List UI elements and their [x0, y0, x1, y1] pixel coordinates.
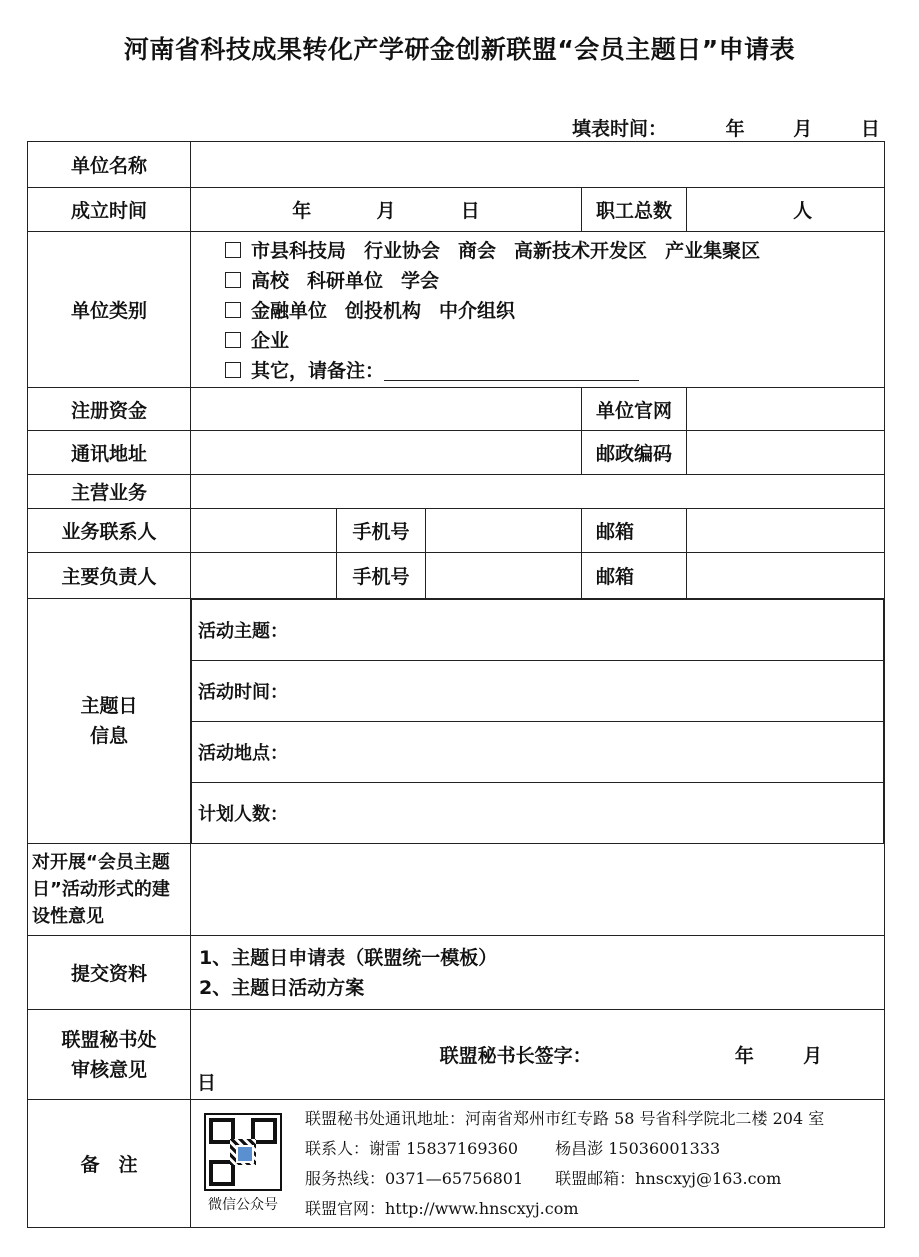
category-row-other — [197, 356, 878, 386]
website-field[interactable] — [687, 388, 885, 431]
note-contacts: 联系人：谢雷 15837169360 杨昌澎 15036001333 — [305, 1138, 721, 1158]
main-person-email[interactable] — [687, 553, 885, 599]
fill-time-label: 填表时间： — [572, 118, 668, 140]
fill-month: 月 — [793, 118, 813, 140]
fill-day: 日 — [860, 118, 880, 140]
activity-place-label: 活动地点： — [198, 743, 288, 764]
checkbox[interactable] — [225, 242, 241, 258]
postal-code-field[interactable] — [687, 431, 885, 475]
found-year: 年 — [292, 200, 312, 222]
suggestion-label: 对开展“会员主题日”活动形式的建设性意见 — [28, 844, 191, 936]
staff-unit: 人 — [793, 200, 813, 222]
email-label: 邮箱 — [582, 509, 687, 553]
unit-category-options — [191, 232, 885, 388]
registered-capital-label: 注册资金 — [28, 388, 191, 431]
unit-name-label: 单位名称 — [28, 142, 191, 188]
other-label: 其它，请备注： — [251, 359, 385, 382]
phone-label: 手机号 — [337, 553, 426, 599]
theme-day-label-line2: 信息 — [89, 725, 128, 747]
activity-theme-label: 活动主题： — [198, 621, 288, 642]
option-label: 高新技术开发区 — [514, 239, 648, 262]
activity-place-field[interactable] — [192, 722, 884, 783]
option-label: 企业 — [251, 329, 290, 352]
checkbox[interactable] — [225, 302, 241, 318]
wechat-qr-block — [197, 1113, 289, 1214]
option-label: 行业协会 — [364, 239, 441, 262]
option-label: 高校 — [251, 269, 290, 292]
application-form — [27, 141, 885, 1228]
remarks-label: 备 注 — [28, 1100, 191, 1228]
checkbox[interactable] — [225, 272, 241, 288]
theme-day-info — [191, 599, 885, 844]
secretary-sign-label: 联盟秘书长签字： — [439, 1045, 592, 1067]
found-day: 日 — [460, 200, 480, 222]
main-person-field[interactable] — [191, 553, 337, 599]
main-business-label: 主营业务 — [28, 475, 191, 509]
note-website: 联盟官网：http://www.hnscxyj.com — [305, 1198, 579, 1218]
address-label: 通讯地址 — [28, 431, 191, 475]
option-label: 市县科技局 — [251, 239, 347, 262]
phone-label: 手机号 — [337, 509, 426, 553]
submit-materials-label: 提交资料 — [28, 936, 191, 1010]
option-label: 金融单位 — [251, 299, 328, 322]
material-item: 1、主题日申请表（联盟统一模板） — [199, 946, 498, 969]
option-label: 商会 — [458, 239, 497, 262]
note-address: 联盟秘书处通讯地址：河南省郑州市红专路 58 号省科学院北二楼 204 室 — [305, 1108, 825, 1128]
email-label: 邮箱 — [582, 553, 687, 599]
review-label-line1: 联盟秘书处 — [61, 1028, 157, 1051]
main-business-field[interactable] — [191, 475, 885, 509]
business-contact-field[interactable] — [191, 509, 337, 553]
theme-day-info-label — [28, 599, 191, 844]
found-time-field[interactable] — [191, 188, 582, 232]
suggestion-field[interactable] — [191, 844, 885, 936]
secretariat-review-label — [28, 1010, 191, 1100]
business-contact-label: 业务联系人 — [28, 509, 191, 553]
qr-logo — [236, 1145, 254, 1163]
wechat-label: 微信公众号 — [208, 1197, 278, 1213]
unit-name-field[interactable] — [191, 142, 885, 188]
form-title: 河南省科技成果转化产学研金创新联盟“会员主题日”申请表 — [123, 35, 796, 64]
remarks-content — [191, 1100, 885, 1228]
business-contact-phone[interactable] — [426, 509, 582, 553]
category-row-4 — [197, 326, 878, 356]
other-blank[interactable] — [384, 362, 639, 381]
staff-total-field[interactable] — [687, 188, 885, 232]
checkbox[interactable] — [225, 332, 241, 348]
main-person-phone[interactable] — [426, 553, 582, 599]
address-field[interactable] — [191, 431, 582, 475]
found-month: 月 — [376, 200, 396, 222]
registered-capital-field[interactable] — [191, 388, 582, 431]
planned-count-field[interactable] — [192, 783, 884, 844]
staff-total-label: 职工总数 — [582, 188, 687, 232]
sign-month: 月 — [803, 1045, 823, 1067]
sign-year: 年 — [734, 1045, 754, 1067]
category-row-2 — [197, 266, 878, 296]
note-hotline: 服务热线：0371—65756801 联盟邮箱：hnscxyj@163.com — [305, 1168, 782, 1188]
review-label-line2: 审核意见 — [70, 1058, 147, 1081]
material-item: 2、主题日活动方案 — [199, 976, 365, 999]
option-label: 学会 — [401, 269, 440, 292]
theme-day-fields — [191, 599, 884, 843]
fill-time — [572, 114, 880, 141]
fill-year: 年 — [725, 118, 745, 140]
submit-materials-list — [191, 936, 885, 1010]
category-row-1 — [197, 236, 878, 266]
activity-theme-field[interactable] — [192, 600, 884, 661]
planned-count-label: 计划人数： — [198, 804, 288, 825]
secretariat-review-field[interactable] — [191, 1010, 885, 1100]
checkbox[interactable] — [225, 362, 241, 378]
category-row-3 — [197, 296, 878, 326]
main-person-label: 主要负责人 — [28, 553, 191, 599]
sign-day: 日 — [197, 1072, 217, 1094]
postal-code-label: 邮政编码 — [582, 431, 687, 475]
business-contact-email[interactable] — [687, 509, 885, 553]
wechat-qr-code — [204, 1113, 282, 1191]
option-label: 创投机构 — [345, 299, 422, 322]
website-label: 单位官网 — [582, 388, 687, 431]
option-label: 中介组织 — [439, 299, 516, 322]
unit-category-label: 单位类别 — [28, 232, 191, 388]
option-label: 产业集聚区 — [665, 239, 761, 262]
found-time-label: 成立时间 — [28, 188, 191, 232]
activity-time-label: 活动时间： — [198, 682, 288, 703]
contact-notes — [289, 1104, 824, 1224]
theme-day-label-line1: 主题日 — [80, 695, 138, 717]
option-label: 科研单位 — [307, 269, 384, 292]
activity-time-field[interactable] — [192, 661, 884, 722]
